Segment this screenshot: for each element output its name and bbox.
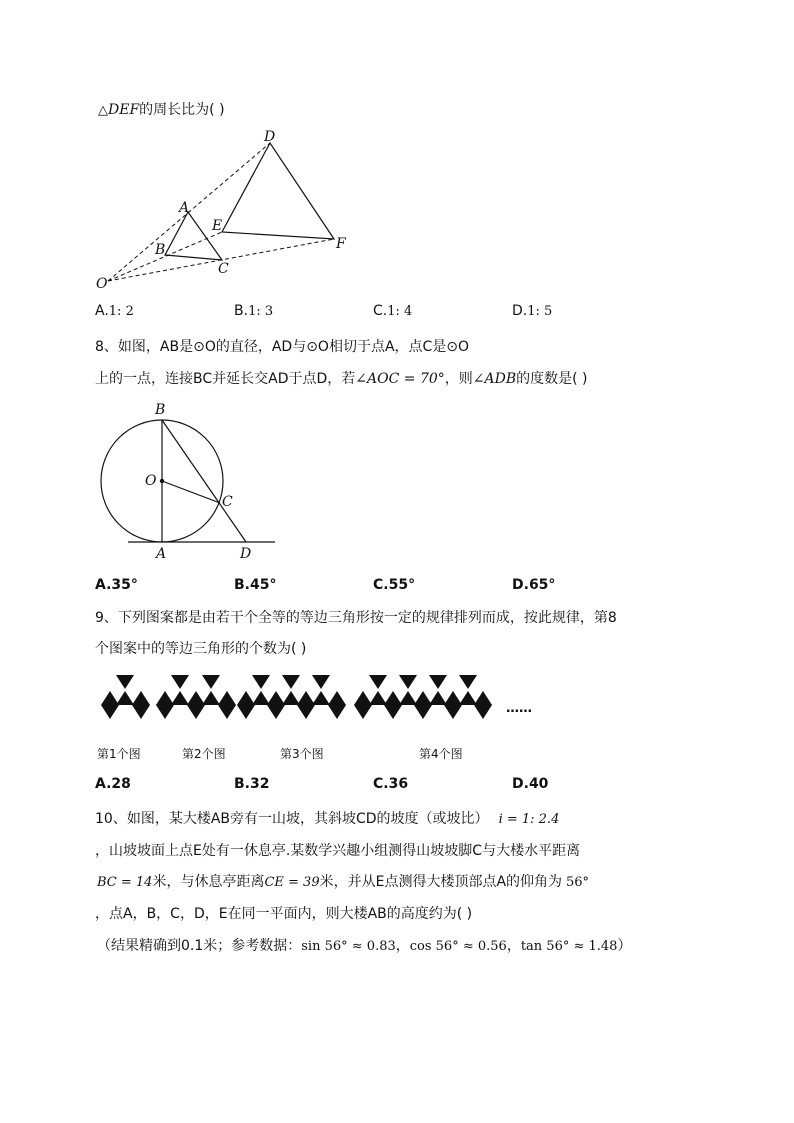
q8-option-a[interactable]: A.35° xyxy=(95,577,138,593)
label-C: C xyxy=(222,494,233,510)
q7-option-d[interactable]: D.1: 5 xyxy=(512,303,553,319)
triangle-down xyxy=(459,675,477,689)
label-D: D xyxy=(240,546,252,562)
triangle-down xyxy=(399,675,417,689)
triangle-down xyxy=(202,675,220,689)
q7-option-a[interactable]: A.1: 2 xyxy=(95,303,134,319)
q10-cos-value: cos 56° ≈ 0.56 xyxy=(409,939,507,954)
label-C: C xyxy=(218,261,229,277)
q8-option-d[interactable]: D.65° xyxy=(512,577,556,593)
q8-line2: 上的一点，连接BC并延长交AD于点D，若∠AOC = 70°，则∠ADB的度数是( ) xyxy=(95,371,588,387)
triangle-down xyxy=(297,705,315,719)
q9-line1: 9、下列图案都是由若干个全等的等边三角形按一定的规律排列而成，按此规律，第8 xyxy=(95,610,617,626)
triangle-down xyxy=(414,705,432,719)
triangle-down xyxy=(429,675,447,689)
label-E: E xyxy=(212,218,223,234)
triangle-up xyxy=(429,691,447,705)
triangle-up xyxy=(171,691,189,705)
triangle-down xyxy=(328,705,346,719)
q9-option-c[interactable]: C.36 xyxy=(373,776,409,792)
triangle-up xyxy=(414,691,432,705)
triangle-down xyxy=(156,705,174,719)
q8-line1: 8、如图，AB是⊙O的直径，AD与⊙O相切于点A，点C是⊙O xyxy=(95,339,470,355)
q10-bc-distance: BC = 14 xyxy=(97,875,153,890)
triangle-down xyxy=(282,675,300,689)
triangle-up xyxy=(156,691,174,705)
triangle-down xyxy=(252,675,270,689)
triangle-down xyxy=(474,705,492,719)
q9-option-b[interactable]: B.32 xyxy=(234,776,270,792)
q7-option-b[interactable]: B.1: 3 xyxy=(234,303,274,319)
triangle-up xyxy=(297,691,315,705)
triangle-up xyxy=(282,691,300,705)
q9-caption-4: 第4个图 xyxy=(419,747,463,761)
triangle-up xyxy=(237,691,255,705)
q10-line1: 10、如图，某大楼AB旁有一山坡，其斜坡CD的坡度（或坡比） i = 1: 2.4 xyxy=(95,811,560,827)
q10-tan-value: tan 56° ≈ 1.48 xyxy=(520,939,618,954)
triangle-down xyxy=(369,675,387,689)
triangle-down xyxy=(384,705,402,719)
triangle-up xyxy=(369,691,387,705)
q10-line4: ，点A，B，C，D，E在同一平面内，则大楼AB的高度约为( ) xyxy=(95,906,473,922)
triangle-down xyxy=(312,675,330,689)
triangle-down xyxy=(354,705,372,719)
triangle-pattern xyxy=(101,675,492,719)
triangle-up xyxy=(328,691,346,705)
q8-option-c[interactable]: C.55° xyxy=(373,577,416,593)
triangle-up xyxy=(218,691,236,705)
triangle-down xyxy=(444,705,462,719)
label-F: F xyxy=(336,236,346,252)
q9-option-d[interactable]: D.40 xyxy=(512,776,549,792)
q8-option-b[interactable]: B.45° xyxy=(234,577,277,593)
triangle-up xyxy=(101,691,119,705)
label-D: D xyxy=(264,129,276,145)
triangle-up xyxy=(474,691,492,705)
triangle-up xyxy=(252,691,270,705)
label-B: B xyxy=(155,242,166,258)
q10-sin-value: sin 56° ≈ 0.83 xyxy=(301,939,396,954)
label-O: O xyxy=(145,473,157,489)
triangle-down xyxy=(187,705,205,719)
triangle-down xyxy=(171,675,189,689)
triangle-down xyxy=(132,705,150,719)
q7-option-c[interactable]: C.1: 4 xyxy=(373,303,413,319)
triangle-up xyxy=(312,691,330,705)
q10-elevation-angle: 56° xyxy=(566,875,590,890)
label-A: A xyxy=(179,200,190,216)
q10-line2: ，山坡坡面上点E处有一休息亭.某数学兴趣小组测得山坡坡脚C与大楼水平距离 xyxy=(95,843,581,859)
label-O: O xyxy=(96,276,108,292)
triangle-up xyxy=(132,691,150,705)
q7-triangle-symbol: △ xyxy=(98,103,108,118)
q9-ellipsis: …… xyxy=(506,701,532,716)
q9-caption-1: 第1个图 xyxy=(97,747,141,761)
triangle-up xyxy=(354,691,372,705)
triangle-up xyxy=(267,691,285,705)
q10-line5: （结果精确到0.1米；参考数据：sin 56° ≈ 0.83，cos 56° ≈ 0.56，tan 56° ≈ 1.48） xyxy=(97,938,632,954)
triangle-down xyxy=(237,705,255,719)
q10-ce-distance: CE = 39 xyxy=(264,875,320,890)
q9-caption-2: 第2个图 xyxy=(182,747,226,761)
triangle-up xyxy=(384,691,402,705)
q8-angle-adb: ∠ADB xyxy=(472,371,517,387)
q9-option-a[interactable]: A.28 xyxy=(95,776,131,792)
triangle-up xyxy=(187,691,205,705)
q10-slope-ratio: i = 1: 2.4 xyxy=(498,812,560,827)
q9-line2: 个图案中的等边三角形的个数为( ) xyxy=(95,641,307,657)
q7-triangle-name: DEF xyxy=(108,102,140,118)
triangle-down xyxy=(116,675,134,689)
label-A: A xyxy=(156,546,167,562)
q8-angle-aoc: ∠AOC = 70° xyxy=(355,371,445,387)
q10-line3: BC = 14米，与休息亭距离CE = 39米，并从E点测得大楼顶部点A的仰角为 56° xyxy=(97,874,590,890)
triangle-up xyxy=(202,691,220,705)
triangle-down xyxy=(267,705,285,719)
triangle-up xyxy=(116,691,134,705)
triangle-up xyxy=(444,691,462,705)
triangle-down xyxy=(218,705,236,719)
label-B: B xyxy=(155,402,166,418)
triangle-up xyxy=(399,691,417,705)
triangle-down xyxy=(101,705,119,719)
q7-stem-text: 的周长比为( ) xyxy=(139,102,225,118)
triangle-up xyxy=(459,691,477,705)
q9-caption-3: 第3个图 xyxy=(280,747,324,761)
